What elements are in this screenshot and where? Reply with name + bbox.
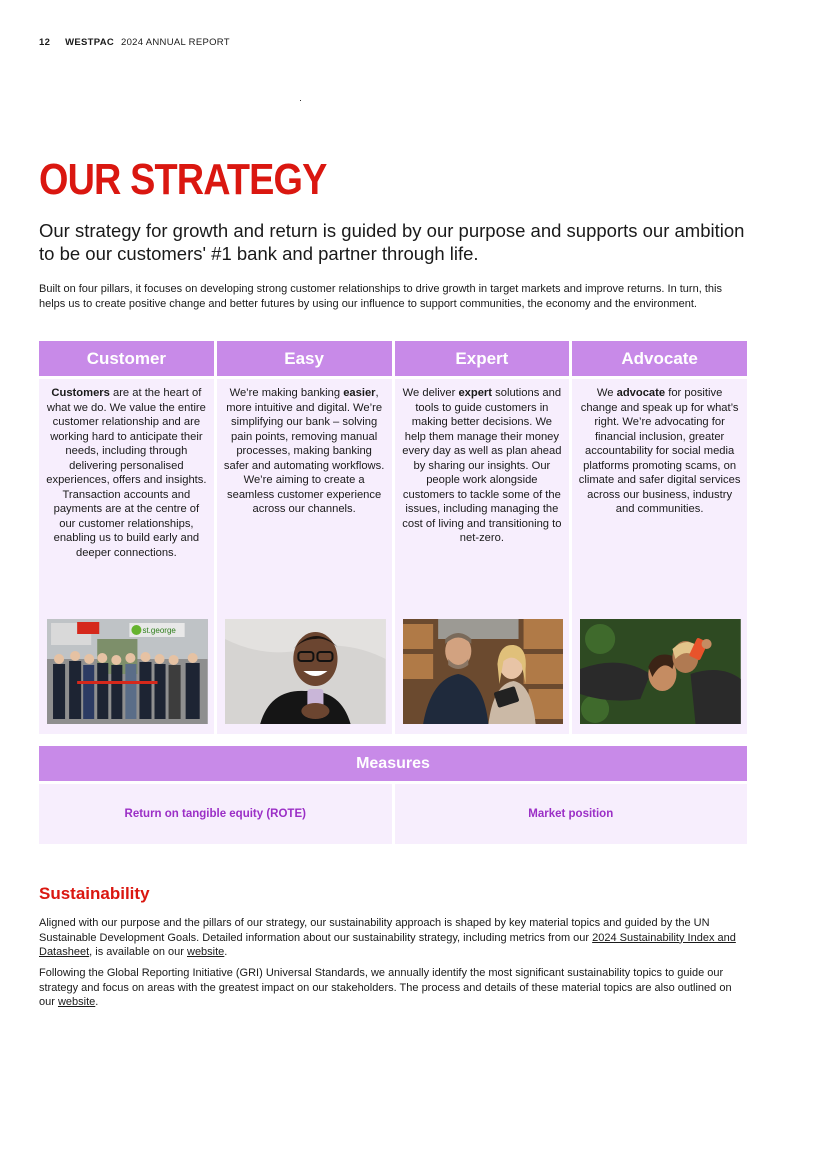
page-header bbox=[39, 37, 230, 48]
sign-text: st.george bbox=[142, 626, 176, 635]
pillar-body bbox=[395, 379, 570, 734]
pillar-title: Easy bbox=[217, 341, 392, 376]
intro-paragraph: Built on four pillars, it focuses on developing strong customer relationships to drive growth in target markets and improve returns. In turn, this helps us to create positive change and better futures by using our influence to support communities, the economy and the environment. bbox=[39, 283, 722, 310]
sustainability-paragraph-2 bbox=[39, 966, 749, 1010]
text-post: , more intuitive and digital. We’re simplifying our bank – solving pain points, removing manual processes, making banking safer and automating workflows. We’re aiming to create a seamless customer experience across our channels. bbox=[223, 387, 385, 515]
pillar-expert bbox=[395, 341, 570, 734]
text-pre: We bbox=[596, 387, 617, 399]
page-title: OUR STRATEGY bbox=[39, 155, 327, 204]
pillar-description bbox=[217, 379, 392, 517]
measures-title: Measures bbox=[39, 746, 747, 781]
photo-warehouse-tablet bbox=[403, 619, 564, 724]
pillar-body bbox=[39, 379, 214, 734]
measure-rote: Return on tangible equity (ROTE) bbox=[39, 784, 392, 844]
sustainability-title: Sustainability bbox=[39, 884, 150, 903]
text-pre: We’re making banking bbox=[229, 387, 344, 399]
strategy-pillars bbox=[39, 341, 747, 734]
pillar-description bbox=[572, 379, 747, 517]
report-name: 2024 ANNUAL REPORT bbox=[120, 37, 230, 48]
pillar-advocate bbox=[572, 341, 747, 734]
text-bold: easier bbox=[343, 387, 376, 399]
sustainability-paragraph-1 bbox=[39, 916, 749, 960]
text: Following the Global Reporting Initiative (GRI) Universal Standards, we annually identify the most significant sustainability topics to guide our strategy and focus on areas with the greatest impact on our stakeholders. The process and details of these material topics are also outlined on our bbox=[39, 967, 732, 1009]
lead-paragraph: Our strategy for growth and return is guided by our purpose and supports our ambition to be our customers' #1 bank and partner through life. bbox=[39, 220, 745, 264]
stray-dot bbox=[300, 100, 301, 101]
measures-row bbox=[39, 784, 747, 844]
text-bold: expert bbox=[458, 387, 493, 399]
text: Aligned with our purpose and the pillars of our strategy, our sustainability approach is shaped by key material topics and guided by the UN Sustainable Development Goals. Detailed information about our sustainability strategy, including metrics from our bbox=[39, 917, 710, 944]
website-link[interactable]: website bbox=[187, 946, 225, 959]
brand-name: WESTPAC bbox=[65, 37, 115, 48]
pillar-title: Expert bbox=[395, 341, 570, 376]
pillar-body bbox=[217, 379, 392, 734]
pillar-title: Advocate bbox=[572, 341, 747, 376]
text-bold: Customers bbox=[51, 387, 110, 399]
website-link[interactable]: website bbox=[57, 996, 96, 1009]
text-post: are at the heart of what we do. We value the entire customer relationship and are working hard to anticipate their needs, including through delivering personalised experiences, offers and insights. Transaction accounts and payments are at the centre of our customer relationships, enabling us to build early and deeper connections. bbox=[46, 387, 207, 559]
photo-man-with-phone bbox=[225, 619, 386, 724]
photo-branch-opening bbox=[47, 619, 208, 724]
text-bold: advocate bbox=[616, 387, 666, 399]
text-post: solutions and tools to guide customers in making better decisions. We help them manage their money every day as well as plan ahead by sharing our insights. Our people work alongside customers to tackle some of the issues, including managing the cost of living and transitioning to net-zero. bbox=[402, 387, 562, 544]
text: . bbox=[95, 996, 99, 1009]
pillar-description bbox=[395, 379, 570, 546]
page-number: 12 bbox=[39, 37, 51, 48]
pillar-customer bbox=[39, 341, 214, 734]
pillar-description bbox=[39, 379, 214, 560]
sustainability-index-link[interactable]: 2024 Sustainability Index and Datasheet bbox=[39, 931, 736, 959]
text: , is available on our bbox=[89, 946, 187, 959]
pillar-body bbox=[572, 379, 747, 734]
text-pre: We deliver bbox=[402, 387, 459, 399]
photo-friends-on-grass bbox=[580, 619, 741, 724]
measures-section bbox=[39, 746, 747, 844]
text: . bbox=[224, 946, 228, 959]
text-post: for positive change and speak up for what’s right. We’re advocating for financial inclusion, greater accountability for social media platforms promoting scams, on climate and safer digital services across our business, industry and communities. bbox=[578, 387, 741, 515]
pillar-easy bbox=[217, 341, 392, 734]
measure-market-position: Market position bbox=[395, 784, 748, 844]
pillar-title: Customer bbox=[39, 341, 214, 376]
